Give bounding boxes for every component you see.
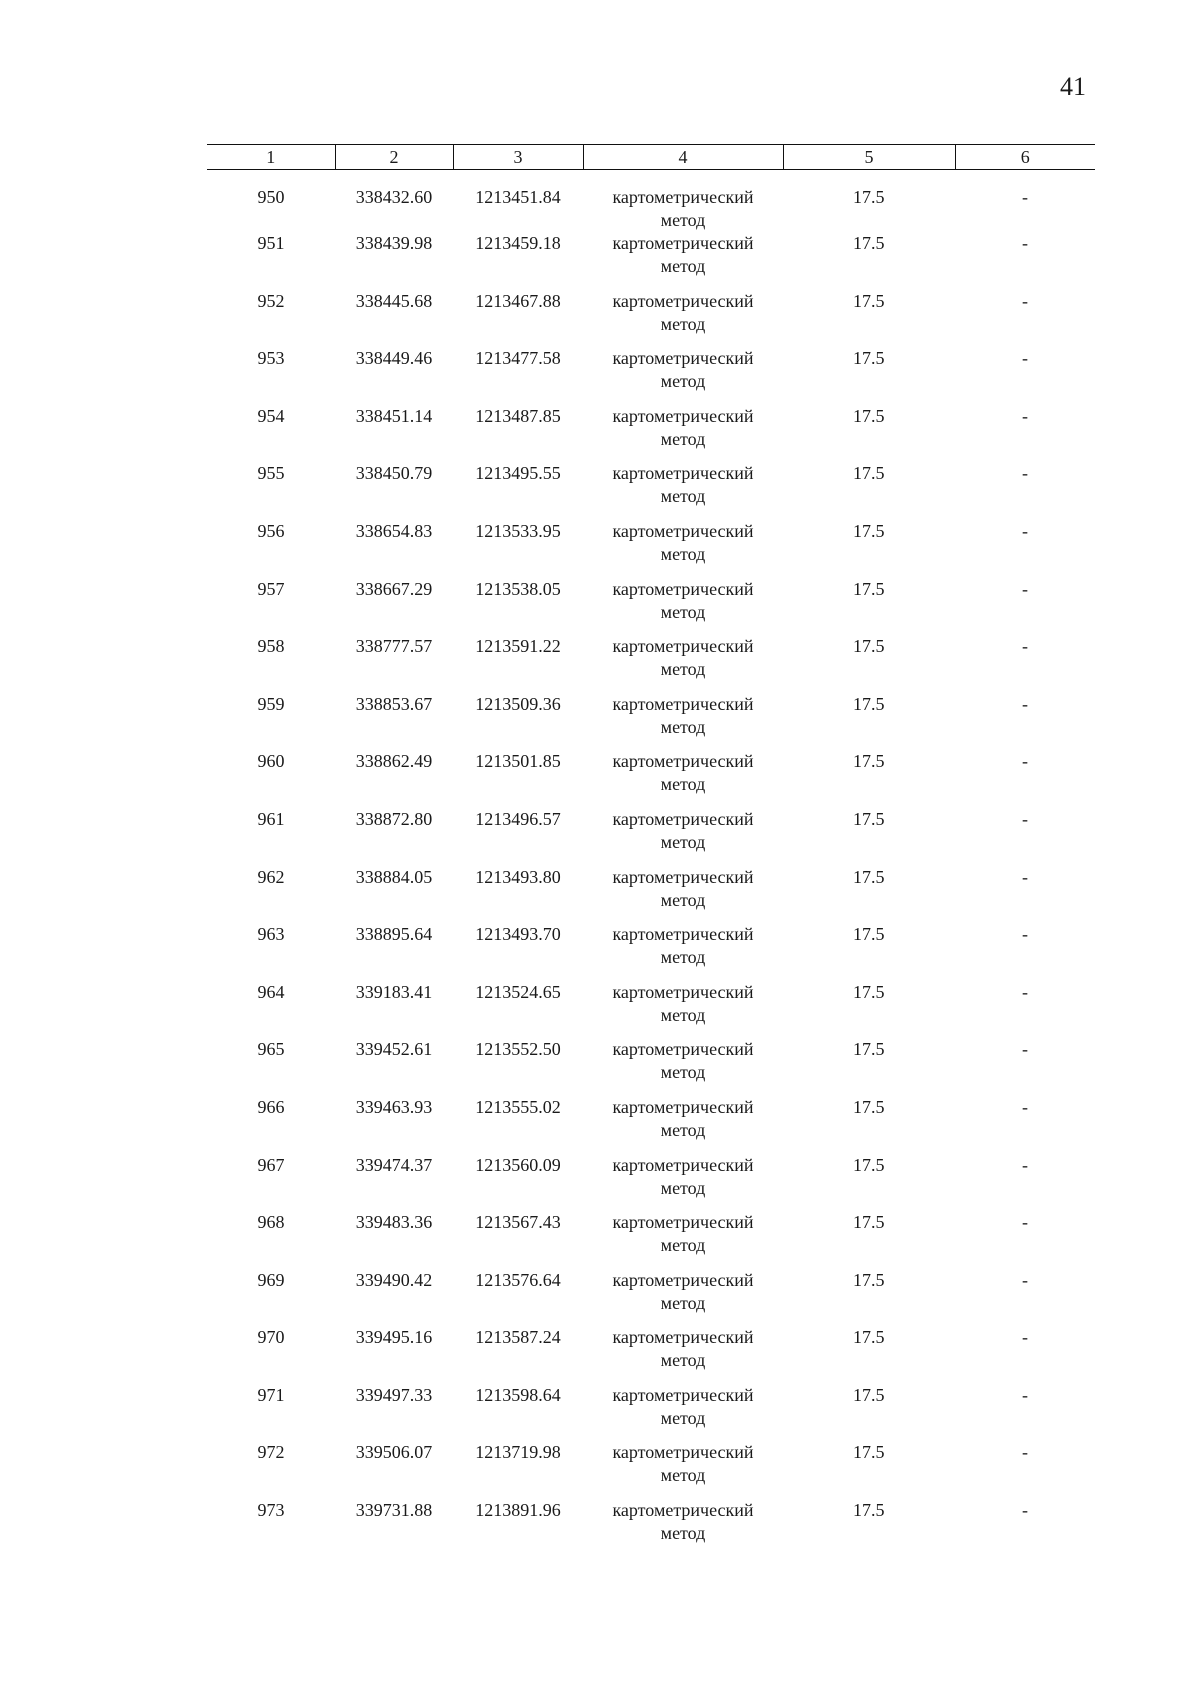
accuracy-cell: 17.5	[853, 866, 885, 887]
method-line-1: картометрический	[612, 1442, 754, 1463]
method-cell	[583, 520, 783, 578]
point-number-cell: 961	[257, 808, 285, 829]
table-row	[207, 578, 1095, 636]
method-line-2: метод	[660, 831, 706, 852]
point-number-cell: 969	[257, 1269, 285, 1290]
point-number-cell: 956	[257, 520, 285, 541]
method-cell	[583, 232, 783, 290]
header-row	[207, 145, 1095, 170]
table-row	[207, 520, 1095, 578]
x-coordinate-cell: 339463.93	[355, 1096, 433, 1117]
method-line-2: метод	[660, 1177, 706, 1198]
description-cell: -	[1022, 1327, 1028, 1348]
description-cell: -	[1022, 1500, 1028, 1521]
y-coordinate-cell: 1213501.85	[475, 751, 561, 772]
accuracy-cell: 17.5	[853, 636, 885, 657]
description-cell: -	[1022, 693, 1028, 714]
point-number-cell: 954	[257, 405, 285, 426]
method-cell	[583, 1154, 783, 1212]
description-cell: -	[1022, 520, 1028, 541]
accuracy-cell: 17.5	[853, 187, 885, 207]
y-coordinate-cell: 1213459.18	[475, 233, 561, 253]
method-line-2: метод	[660, 428, 706, 449]
x-coordinate-cell: 338450.79	[355, 463, 433, 484]
method-cell	[583, 1499, 783, 1557]
description-cell: -	[1022, 233, 1028, 253]
table-row	[207, 290, 1095, 348]
point-number-cell: 964	[257, 981, 285, 1002]
x-coordinate-cell: 338654.83	[355, 520, 433, 541]
method-line-2: метод	[660, 774, 706, 795]
method-line-2: метод	[660, 210, 706, 230]
method-line-2: метод	[660, 1292, 706, 1313]
method-line-2: метод	[660, 313, 706, 334]
accuracy-cell: 17.5	[853, 1154, 885, 1175]
method-line-1: картометрический	[612, 187, 754, 207]
x-coordinate-cell: 338445.68	[355, 290, 433, 311]
x-coordinate-cell: 338777.57	[355, 636, 433, 657]
point-number-cell: 966	[257, 1096, 285, 1117]
description-cell: -	[1022, 348, 1028, 369]
method-line-2: метод	[660, 1350, 706, 1371]
method-line-1: картометрический	[612, 866, 754, 887]
method-line-2: метод	[660, 543, 706, 564]
method-cell	[583, 1211, 783, 1269]
y-coordinate-cell: 1213487.85	[475, 405, 561, 426]
page-number: 41	[1060, 72, 1086, 101]
method-line-1: картометрический	[612, 1096, 754, 1117]
point-number-cell: 963	[257, 924, 285, 945]
method-line-1: картометрический	[612, 1154, 754, 1175]
method-line-1: картометрический	[612, 751, 754, 772]
method-line-1: картометрический	[612, 693, 754, 714]
x-coordinate-cell: 338872.80	[355, 808, 433, 829]
accuracy-cell: 17.5	[853, 1269, 885, 1290]
point-number-cell: 952	[257, 290, 285, 311]
method-line-1: картометрический	[612, 1269, 754, 1290]
point-number-cell: 968	[257, 1212, 285, 1233]
method-line-1: картометрический	[612, 924, 754, 945]
table-row	[207, 693, 1095, 751]
method-cell	[583, 462, 783, 520]
description-cell: -	[1022, 1212, 1028, 1233]
y-coordinate-cell: 1213509.36	[475, 693, 561, 714]
point-number-cell: 967	[257, 1154, 285, 1175]
table-row	[207, 808, 1095, 866]
table-row	[207, 981, 1095, 1039]
header-col-3: 3	[453, 145, 583, 170]
table-row	[207, 1384, 1095, 1442]
method-line-2: метод	[660, 371, 706, 392]
method-cell	[583, 1384, 783, 1442]
description-cell: -	[1022, 1442, 1028, 1463]
y-coordinate-cell: 1213467.88	[475, 290, 561, 311]
description-cell: -	[1022, 578, 1028, 599]
method-line-2: метод	[660, 1523, 706, 1544]
method-line-1: картометрический	[612, 1212, 754, 1233]
accuracy-cell: 17.5	[853, 233, 885, 253]
method-line-2: метод	[660, 1004, 706, 1025]
accuracy-cell: 17.5	[853, 1327, 885, 1348]
point-number-cell: 955	[257, 463, 285, 484]
description-cell: -	[1022, 405, 1028, 426]
method-line-2: метод	[660, 256, 706, 276]
method-line-2: метод	[660, 1465, 706, 1486]
y-coordinate-cell: 1213555.02	[475, 1096, 561, 1117]
method-line-2: метод	[660, 486, 706, 507]
y-coordinate-cell: 1213524.65	[475, 981, 561, 1002]
y-coordinate-cell: 1213591.22	[475, 636, 561, 657]
point-number-cell: 962	[257, 866, 285, 887]
x-coordinate-cell: 338449.46	[355, 348, 433, 369]
table-row	[207, 750, 1095, 808]
y-coordinate-cell: 1213493.80	[475, 866, 561, 887]
table-row	[207, 1154, 1095, 1212]
x-coordinate-cell: 338667.29	[355, 578, 433, 599]
description-cell: -	[1022, 866, 1028, 887]
point-number-cell: 958	[257, 636, 285, 657]
method-line-2: метод	[660, 889, 706, 910]
description-cell: -	[1022, 981, 1028, 1002]
accuracy-cell: 17.5	[853, 290, 885, 311]
table-row	[207, 1096, 1095, 1154]
description-cell: -	[1022, 1269, 1028, 1290]
x-coordinate-cell: 339495.16	[355, 1327, 433, 1348]
point-number-cell: 950	[257, 187, 285, 207]
table-row	[207, 462, 1095, 520]
method-line-1: картометрический	[612, 463, 754, 484]
method-line-1: картометрический	[612, 348, 754, 369]
table-row	[207, 635, 1095, 693]
method-line-1: картометрический	[612, 981, 754, 1002]
x-coordinate-cell: 338895.64	[355, 924, 433, 945]
accuracy-cell: 17.5	[853, 348, 885, 369]
table-row	[207, 170, 1095, 233]
description-cell: -	[1022, 1384, 1028, 1405]
header-col-6: 6	[955, 145, 1095, 170]
y-coordinate-cell: 1213719.98	[475, 1442, 561, 1463]
method-line-1: картометрический	[612, 808, 754, 829]
point-number-cell: 953	[257, 348, 285, 369]
method-line-2: метод	[660, 1407, 706, 1428]
method-line-1: картометрический	[612, 1327, 754, 1348]
y-coordinate-cell: 1213496.57	[475, 808, 561, 829]
x-coordinate-cell: 339497.33	[355, 1384, 433, 1405]
x-coordinate-cell: 339183.41	[355, 981, 433, 1002]
method-cell	[583, 923, 783, 981]
description-cell: -	[1022, 636, 1028, 657]
method-cell	[583, 808, 783, 866]
method-line-1: картометрический	[612, 636, 754, 657]
x-coordinate-cell: 338451.14	[355, 405, 433, 426]
y-coordinate-cell: 1213567.43	[475, 1212, 561, 1233]
method-line-2: метод	[660, 947, 706, 968]
method-line-2: метод	[660, 601, 706, 622]
method-cell	[583, 750, 783, 808]
y-coordinate-cell: 1213576.64	[475, 1269, 561, 1290]
x-coordinate-cell: 338439.98	[355, 233, 433, 253]
description-cell: -	[1022, 1039, 1028, 1060]
method-cell	[583, 405, 783, 463]
method-line-2: метод	[660, 659, 706, 680]
method-cell	[583, 981, 783, 1039]
method-line-2: метод	[660, 716, 706, 737]
y-coordinate-cell: 1213533.95	[475, 520, 561, 541]
point-number-cell: 957	[257, 578, 285, 599]
method-line-1: картометрический	[612, 1500, 754, 1521]
y-coordinate-cell: 1213891.96	[475, 1500, 561, 1521]
y-coordinate-cell: 1213493.70	[475, 924, 561, 945]
point-number-cell: 971	[257, 1384, 285, 1405]
accuracy-cell: 17.5	[853, 578, 885, 599]
accuracy-cell: 17.5	[853, 751, 885, 772]
x-coordinate-cell: 338862.49	[355, 751, 433, 772]
accuracy-cell: 17.5	[853, 1212, 885, 1233]
point-number-cell: 960	[257, 751, 285, 772]
table-header	[207, 145, 1095, 170]
x-coordinate-cell: 338853.67	[355, 693, 433, 714]
table-row	[207, 347, 1095, 405]
point-number-cell: 959	[257, 693, 285, 714]
point-number-cell: 970	[257, 1327, 285, 1348]
method-line-2: метод	[660, 1235, 706, 1256]
method-cell	[583, 1326, 783, 1384]
method-cell	[583, 1096, 783, 1154]
y-coordinate-cell: 1213587.24	[475, 1327, 561, 1348]
method-line-1: картометрический	[612, 520, 754, 541]
table-row	[207, 1326, 1095, 1384]
description-cell: -	[1022, 290, 1028, 311]
point-number-cell: 951	[257, 233, 285, 253]
method-cell	[583, 347, 783, 405]
method-cell	[583, 578, 783, 636]
y-coordinate-cell: 1213495.55	[475, 463, 561, 484]
description-cell: -	[1022, 187, 1028, 207]
method-line-2: метод	[660, 1119, 706, 1140]
x-coordinate-cell: 339483.36	[355, 1212, 433, 1233]
y-coordinate-cell: 1213451.84	[475, 187, 561, 207]
method-cell	[583, 1269, 783, 1327]
method-line-1: картометрический	[612, 290, 754, 311]
x-coordinate-cell: 339731.88	[355, 1500, 433, 1521]
method-line-1: картометрический	[612, 578, 754, 599]
method-line-1: картометрический	[612, 1384, 754, 1405]
accuracy-cell: 17.5	[853, 1096, 885, 1117]
x-coordinate-cell: 339506.07	[355, 1442, 433, 1463]
method-line-2: метод	[660, 1062, 706, 1083]
table-row	[207, 1038, 1095, 1096]
description-cell: -	[1022, 463, 1028, 484]
method-line-1: картометрический	[612, 405, 754, 426]
method-cell	[583, 693, 783, 751]
coordinates-table	[207, 144, 1095, 1557]
description-cell: -	[1022, 924, 1028, 945]
table-row	[207, 866, 1095, 924]
accuracy-cell: 17.5	[853, 405, 885, 426]
x-coordinate-cell: 339452.61	[355, 1039, 433, 1060]
accuracy-cell: 17.5	[853, 693, 885, 714]
accuracy-cell: 17.5	[853, 808, 885, 829]
x-coordinate-cell: 339490.42	[355, 1269, 433, 1290]
method-cell	[583, 170, 783, 233]
y-coordinate-cell: 1213560.09	[475, 1154, 561, 1175]
header-col-2: 2	[335, 145, 453, 170]
table-body	[207, 170, 1095, 1557]
header-col-1: 1	[207, 145, 335, 170]
accuracy-cell: 17.5	[853, 1442, 885, 1463]
description-cell: -	[1022, 1154, 1028, 1175]
table-row	[207, 232, 1095, 290]
accuracy-cell: 17.5	[853, 1384, 885, 1405]
method-cell	[583, 1441, 783, 1499]
point-number-cell: 965	[257, 1039, 285, 1060]
method-cell	[583, 866, 783, 924]
header-col-5: 5	[783, 145, 955, 170]
description-cell: -	[1022, 751, 1028, 772]
point-number-cell: 972	[257, 1442, 285, 1463]
header-col-4: 4	[583, 145, 783, 170]
table-row	[207, 1211, 1095, 1269]
description-cell: -	[1022, 1096, 1028, 1117]
table-row	[207, 1499, 1095, 1557]
x-coordinate-cell: 339474.37	[355, 1154, 433, 1175]
point-number-cell: 973	[257, 1500, 285, 1521]
description-cell: -	[1022, 808, 1028, 829]
coordinates-table-container	[207, 144, 1095, 1557]
accuracy-cell: 17.5	[853, 463, 885, 484]
method-cell	[583, 1038, 783, 1096]
accuracy-cell: 17.5	[853, 924, 885, 945]
y-coordinate-cell: 1213477.58	[475, 348, 561, 369]
table-row	[207, 923, 1095, 981]
table-row	[207, 405, 1095, 463]
method-cell	[583, 290, 783, 348]
y-coordinate-cell: 1213598.64	[475, 1384, 561, 1405]
y-coordinate-cell: 1213538.05	[475, 578, 561, 599]
method-cell	[583, 635, 783, 693]
accuracy-cell: 17.5	[853, 981, 885, 1002]
table-row	[207, 1441, 1095, 1499]
accuracy-cell: 17.5	[853, 1039, 885, 1060]
accuracy-cell: 17.5	[853, 1500, 885, 1521]
method-line-1: картометрический	[612, 1039, 754, 1060]
y-coordinate-cell: 1213552.50	[475, 1039, 561, 1060]
accuracy-cell: 17.5	[853, 520, 885, 541]
method-line-1: картометрический	[612, 233, 754, 253]
x-coordinate-cell: 338884.05	[355, 866, 433, 887]
x-coordinate-cell: 338432.60	[355, 187, 433, 207]
table-row	[207, 1269, 1095, 1327]
